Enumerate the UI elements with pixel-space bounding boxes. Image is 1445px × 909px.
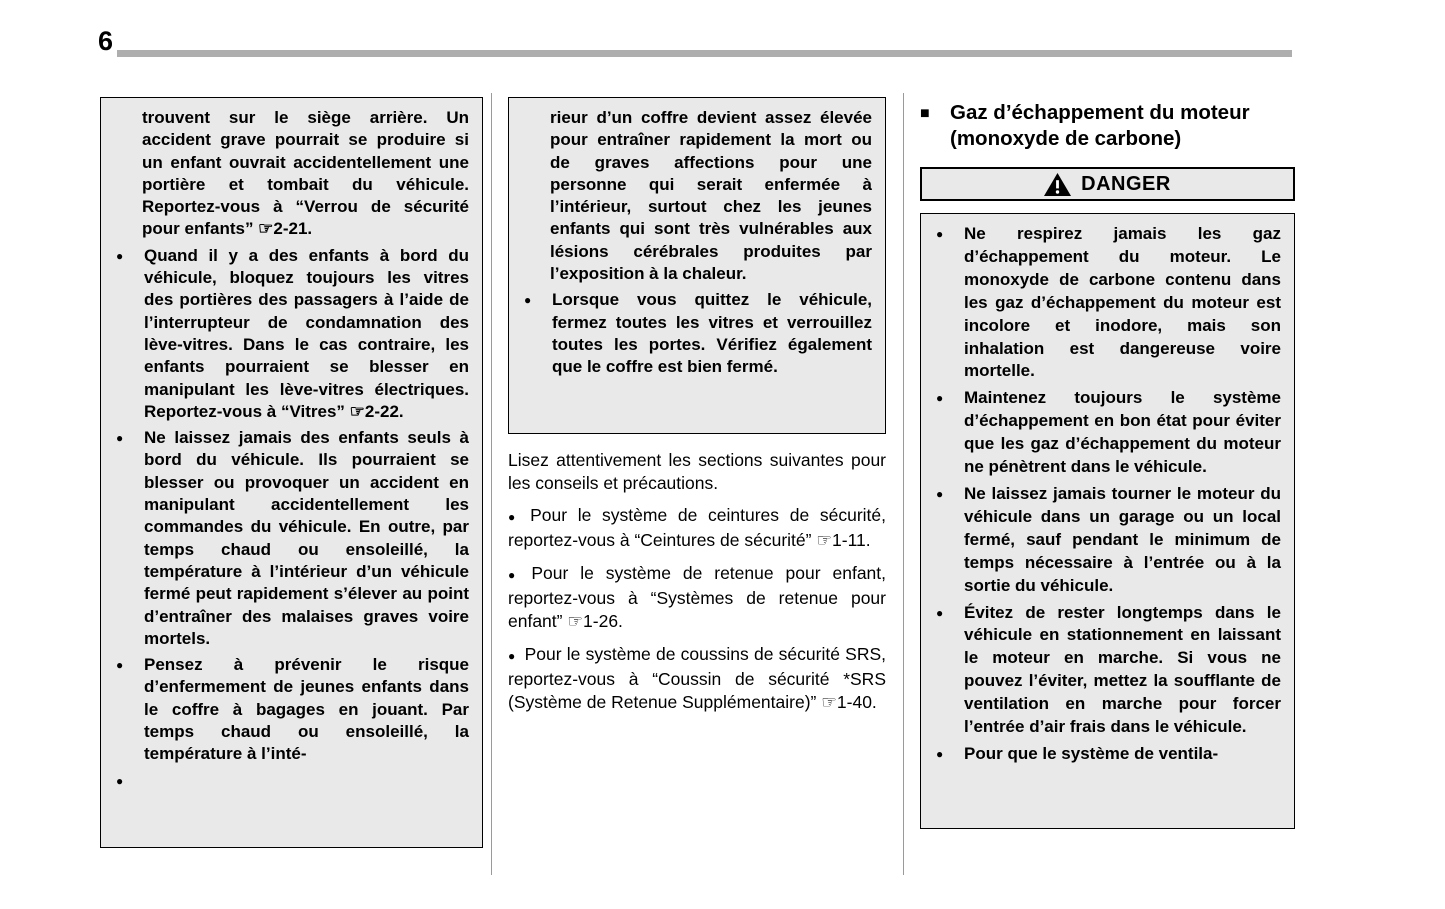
column-1 xyxy=(100,97,483,848)
bullet-text: Ne respirez jamais les gaz d’échappement du moteur. Le monoxyde de carbone contenu dans les gaz d’échappement du moteur est incolore et inodore, mais son inhalation est dangereuse voire mortelle. xyxy=(964,224,1281,381)
reference-intro: Lisez attentivement les sections suivantes pour les conseils et précautions. xyxy=(508,450,886,493)
bullet-item xyxy=(114,245,469,423)
reference-text: Pour le système de coussins de sécurité SRS, reportez-vous à “Coussin de sécurité *SRS (Système de Retenue Supplémentaire)” ☞1-40. xyxy=(508,644,886,712)
bullet-text: Quand il y a des enfants à bord du véhicule, bloquez toujours les vitres des portières des passagers à l’aide de l’interrupteur de condamnation des lève-vitres. Dans le cas contraire, les enfants pourraient se blesser en manipulant les lève-vitres électriques. Reportez-vous à “Vitres” ☞2-22. xyxy=(144,245,469,421)
bullet-text: Évitez de rester longtemps dans le véhicule en stationnement en laissant le moteur en marche. Si vous ne pouvez l’éviter, mettez la soufflante de ventilation en marche pour forcer l’entrée d’air frais dans le véhicule. xyxy=(964,602,1281,737)
bullet-icon: ● xyxy=(116,248,124,263)
bullet-text: Ne laissez jamais des enfants seuls à bord du véhicule. Ils pourraient se blesser ou provoquer un accident en manipulant accidentellement les commandes du véhicule. En outre, par temps chaud ou ensoleillé, la température à l’intérieur d’un véhicule fermé peut rapidement s’élever au point d’entraîner des malaises graves voire mortels. xyxy=(144,428,469,648)
column-divider xyxy=(903,93,904,875)
section-title: Gaz d’échappement du moteur (monoxyde de carbone) xyxy=(950,101,1250,150)
black-square-icon: ■ xyxy=(920,105,930,122)
bullet-item xyxy=(934,602,1281,739)
section-heading xyxy=(920,100,1295,152)
bullet-text: Pour que le système de ventila- xyxy=(964,743,1219,763)
bullet-item xyxy=(114,770,469,792)
warning-triangle-icon xyxy=(1044,173,1071,196)
danger-label: DANGER xyxy=(1081,172,1171,195)
bullet-icon: ● xyxy=(936,227,944,241)
warning-box-exhaust xyxy=(920,213,1295,829)
continuation-paragraph: rieur d’un coffre devient assez élevée pour entraîner rapidement la mort ou de graves affections pour une personne qui serait enfermée à l’intérieur, surtout chez les jeunes enfants qui sont très vulnérables aux lésions cérébrales produites par l’exposition à la chaleur. xyxy=(550,108,872,284)
bullet-text xyxy=(144,770,469,792)
bullet-icon: ● xyxy=(116,431,124,446)
column-3 xyxy=(920,100,1295,829)
bullet-text: Lorsque vous quittez le véhicule, fermez toutes les vitres et verrouillez toutes les portes. Vérifiez également que le coffre est bien fermé. xyxy=(552,290,872,377)
reference-text: Pour le système de retenue pour enfant, reportez-vous à “Systèmes de retenue pour enfant” ☞1-26. xyxy=(508,563,887,631)
bullet-icon: ● xyxy=(936,391,944,406)
warning-box-trunk xyxy=(508,97,886,434)
reference-item xyxy=(508,643,886,714)
bullet-icon: ● xyxy=(508,649,516,663)
bullet-item xyxy=(934,223,1281,383)
bullet-item xyxy=(934,743,1281,766)
bullet-icon: ● xyxy=(936,605,944,620)
bullet-icon: ● xyxy=(936,486,944,501)
reference-section xyxy=(508,449,886,714)
bullet-item xyxy=(522,289,872,378)
bullet-icon: ● xyxy=(116,658,124,673)
danger-header xyxy=(920,167,1295,201)
bullet-item xyxy=(114,427,469,650)
reference-item xyxy=(508,504,886,552)
bullet-icon: ● xyxy=(936,746,944,761)
page-number: 6 xyxy=(98,26,114,56)
reference-item xyxy=(508,562,886,633)
bullet-text: Maintenez toujours le système d’échappement en bon état pour éviter que les gaz d’échappement du moteur ne pénètrent dans le véhicule. xyxy=(964,388,1281,477)
bullet-item xyxy=(114,654,469,765)
bullet-icon: ● xyxy=(524,293,532,308)
bullet-icon: ● xyxy=(116,773,124,788)
bullet-text: Ne laissez jamais tourner le moteur du véhicule dans un garage ou un local fermé, sauf pendant le minimum de temps nécessaire à l’entrée ou à la sortie du véhicule. xyxy=(964,483,1281,595)
bullet-item xyxy=(934,387,1281,479)
bullet-icon: ● xyxy=(508,568,523,582)
column-2 xyxy=(508,97,886,724)
continuation-paragraph: trouvent sur le siège arrière. Un accident grave pourrait se produire si un enfant ouvrait accidentellement une portière et tombait du véhicule. Reportez-vous à “Verrou de sécurité pour enfants” ☞2-21. xyxy=(142,108,469,239)
column-divider xyxy=(491,93,492,875)
bullet-text: Pensez à prévenir le risque d’enfermement de jeunes enfants dans le coffre à bagages en jouant. Par temps chaud ou ensoleillé, la température à l’inté- xyxy=(144,655,469,764)
bullet-item xyxy=(934,483,1281,598)
reference-text: Pour le système de ceintures de sécurité, reportez-vous à “Ceintures de sécurité” ☞1-11. xyxy=(508,505,886,550)
warning-box-children xyxy=(100,97,483,848)
header-rule xyxy=(117,50,1292,57)
bullet-icon: ● xyxy=(508,510,522,524)
